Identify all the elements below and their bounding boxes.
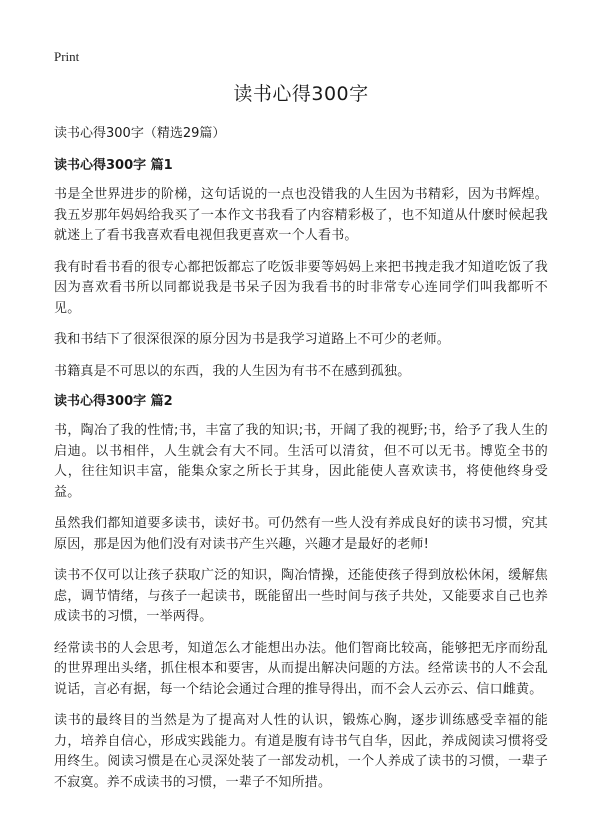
paragraph: 虽然我们都知道要多读书，读好书。可仍然有一些人没有养成良好的读书习惯，究其原因，那是因为他们没有对读书产生兴趣，兴趣才是最好的老师! — [54, 516, 548, 552]
page-title: 读书心得300字 — [233, 83, 369, 105]
paragraph: 经常读书的人会思考，知道怎么才能想出办法。他们智商比较高，能够把无序而纷乱的世界理出头绪，抓住根本和要害，从而提出解决问题的方法。经常读书的人不会乱说话，言必有据，每一个结论会通过合理的推导得出，而不会人云亦云、信口雌黄。 — [54, 640, 548, 697]
section-1 — [54, 157, 548, 382]
section-2 — [54, 393, 548, 793]
paragraph: 书籍真是不可思以的东西，我的人生因为有书不在感到孤独。 — [54, 363, 411, 379]
section-heading: 读书心得300字 篇2 — [54, 394, 173, 409]
document-subtitle: 读书心得300字（精选29篇） — [54, 126, 226, 141]
section-heading: 读书心得300字 篇1 — [54, 158, 173, 173]
paragraph: 书是全世界进步的阶梯，这句话说的一点也没错我的人生因为书精彩，因为书辉煌。我五岁那年妈妈给我买了一本作文书我看了内容精彩极了，也不知道从什麽时候起我就迷上了看书我喜欢看电视但我更喜欢一个人看书。 — [54, 187, 548, 243]
paragraph: 书，陶冶了我的性情;书，丰富了我的知识;书，开阔了我的视野;书，给予了我人生的启迪。以书相伴，人生就会有大不同。生活可以清贫，但不可以无书。博览全书的人，往往知识丰富，能集众家之所长于其身，因此能使人喜欢读书，将使他终身受益。 — [54, 423, 548, 500]
print-link[interactable]: Print — [54, 49, 80, 64]
paragraph: 我有时看书看的很专心都把饭都忘了吃饭非要等妈妈上来把书拽走我才知道吃饭了我因为喜欢看书所以同都说我是书呆子因为我看书的时非常专心连同学们叫我都听不见。 — [54, 259, 548, 316]
paragraph: 读书的最终目的当然是为了提高对人性的认识，锻炼心胸，逐步训练感受幸福的能力，培养自信心，形成实践能力。有道是腹有诗书气自华，因此，养成阅读习惯将受用终生。阅读习惯是在心灵深处装了一部发动机，一个人养成了读书的习惯，一辈子不寂寞。养不成读书的习惯，一辈子不知所措。 — [54, 713, 548, 790]
paragraph: 我和书结下了很深很深的原分因为书是我学习道路上不可少的老师。 — [54, 332, 451, 347]
paragraph: 读书不仅可以让孩子获取广泛的知识，陶冶情操，还能使孩子得到放松休闲，缓解焦虑，调节情绪，与孩子一起读书，既能留出一些时间与孩子共处，又能要求自己也养成读书的习惯，一举两得。 — [54, 568, 548, 624]
